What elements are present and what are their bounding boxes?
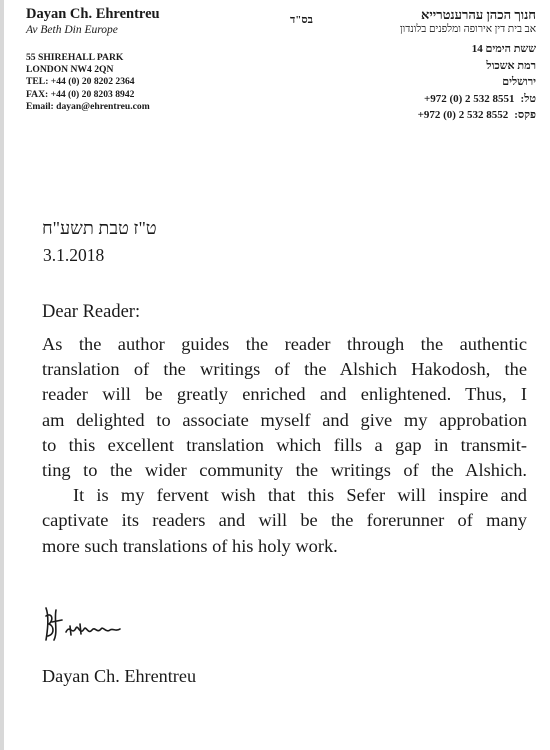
paragraph-2: [42, 483, 527, 559]
hebrew-date: ט"ז טבת תשע"ח: [42, 218, 157, 238]
body-line: It is my fervent wish that this Sefer will inspire and: [73, 485, 527, 506]
letterhead-english: [26, 6, 256, 113]
hebrew-tel-label: טל:: [520, 92, 536, 105]
letterhead-name: Dayan Ch. Ehrentreu: [26, 6, 160, 22]
letterhead-title: Av Beth Din Europe: [26, 24, 118, 36]
signer-name: Dayan Ch. Ehrentreu: [42, 666, 197, 686]
bsd-mark: בס"ד: [290, 14, 313, 26]
paragraph-1: [42, 332, 527, 483]
hebrew-address: [346, 41, 536, 124]
hebrew-address-line: ירושלים: [502, 76, 536, 88]
body-line: translation of the writings of the Alshich Hakodosh, the: [42, 359, 527, 380]
hebrew-tel-row: [346, 91, 536, 108]
hebrew-fax-label: פקס:: [514, 109, 536, 121]
hebrew-address-line: ששת הימים 14: [471, 43, 536, 55]
page-edge: [0, 0, 4, 750]
hebrew-tel: +972 (0) 2 532 8551: [423, 92, 515, 105]
letter-body: [42, 332, 527, 559]
hebrew-address-line: רמת אשכול: [486, 59, 536, 72]
body-line: As the author guides the reader through the authentic: [42, 334, 527, 354]
body-line: am delighted to associate myself and give my approbation: [42, 409, 527, 430]
hebrew-fax-row: [346, 107, 536, 124]
letter-date: 3.1.2018: [43, 245, 105, 265]
body-line: captivate its readers and will be the forerunner of many: [42, 510, 527, 531]
email-line: Email: dayan@ehrentreu.com: [26, 100, 150, 112]
hebrew-name: חנוך הכהן עהרענטרייא: [421, 7, 536, 22]
fax-line: FAX: +44 (0) 20 8203 8942: [26, 88, 135, 100]
handwritten-signature: [40, 602, 130, 646]
address-line: LONDON NW4 2QN: [26, 64, 114, 76]
salutation: Dear Reader:: [42, 302, 141, 322]
hebrew-title: אב בית דין אירופה ומלפנים בלונדון: [399, 24, 536, 35]
letterhead-address: [26, 52, 256, 113]
phone-line: TEL: +44 (0) 20 8202 2364: [26, 76, 135, 88]
hebrew-fax: +972 (0) 2 532 8552: [417, 109, 509, 121]
body-line: more such translations of his holy work.: [42, 535, 338, 556]
letterhead-hebrew: [346, 6, 536, 124]
body-line: ting to the wider community the writings of the Alshich.: [42, 460, 527, 481]
body-line: to this excellent translation which fills a gap in transmit-: [42, 434, 527, 455]
body-line: reader will be greatly enriched and enlightened. Thus, I: [42, 384, 527, 405]
address-line: 55 SHIREHALL PARK: [26, 52, 124, 63]
